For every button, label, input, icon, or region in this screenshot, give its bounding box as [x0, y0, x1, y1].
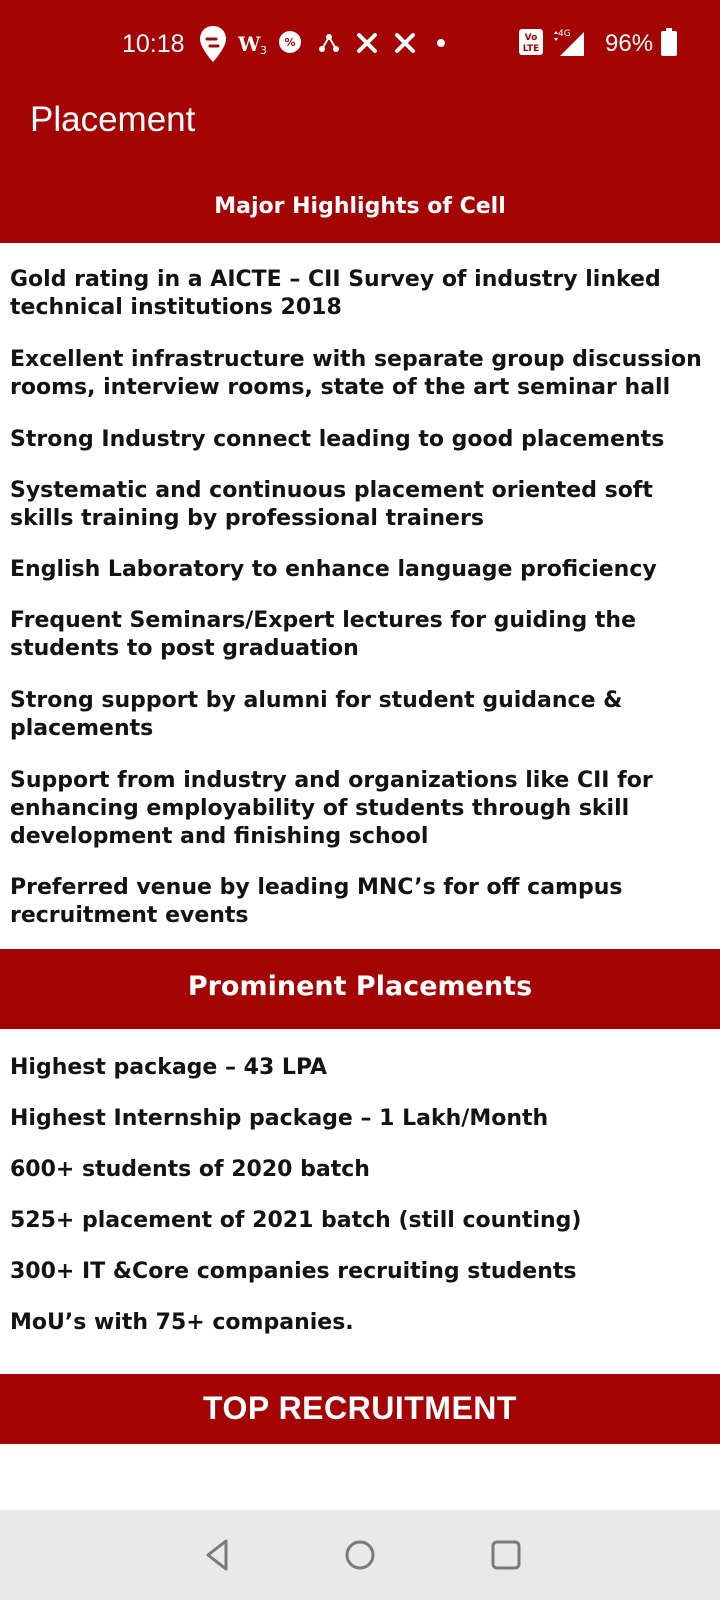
list-item: MoU’s with 75+ companies.	[10, 1310, 354, 1335]
tripod-icon	[318, 32, 340, 54]
x-icon	[394, 32, 416, 54]
svg-text:%: %	[284, 36, 296, 49]
svg-text:Vo: Vo	[524, 33, 538, 43]
home-icon[interactable]	[340, 1535, 380, 1575]
swiggy-icon	[198, 24, 228, 64]
list-item: Frequent Seminars/Expert lectures for guiding the students to post graduation	[10, 608, 637, 661]
page-title: Placement	[30, 100, 196, 139]
list-item: Systematic and continuous placement oriented soft skills training by professional trainers	[10, 478, 653, 531]
app-header	[0, 0, 720, 243]
prominent-placements-heading: Prominent Placements	[187, 971, 533, 1002]
svg-text:W: W	[238, 32, 261, 56]
list-item: Highest package – 43 LPA	[10, 1055, 328, 1080]
back-icon[interactable]	[198, 1535, 238, 1575]
battery-icon	[661, 28, 677, 56]
recents-icon[interactable]	[486, 1535, 526, 1575]
top-recruitment-banner	[0, 1374, 720, 1444]
list-item: 600+ students of 2020 batch	[10, 1157, 370, 1182]
svg-text:LTE: LTE	[522, 44, 540, 54]
list-item: Strong support by alumni for student guidance & placements	[10, 688, 623, 741]
volte-icon	[518, 28, 544, 56]
list-item: 300+ IT &Core companies recruiting students	[10, 1259, 577, 1284]
list-item: Highest Internship package – 1 Lakh/Month	[10, 1106, 549, 1131]
wynk-icon	[238, 30, 270, 58]
list-item: Excellent infrastructure with separate group discussion rooms, interview rooms, state of the art seminar hall	[10, 347, 702, 400]
list-item: Gold rating in a AICTE – CII Survey of industry linked technical institutions 2018	[10, 267, 661, 320]
highlights-heading: Major Highlights of Cell	[214, 194, 506, 219]
svg-text:4G: 4G	[558, 29, 571, 39]
signal-4g-icon	[550, 26, 586, 58]
svg-text:3: 3	[260, 44, 267, 57]
battery-percentage: 96%	[605, 30, 654, 57]
x-icon	[356, 32, 378, 54]
system-navigation-bar	[0, 1510, 720, 1600]
more-notifications-dot-icon	[436, 38, 446, 48]
list-item: Preferred venue by leading MNC’s for off campus recruitment events	[10, 875, 623, 928]
top-recruitment-heading: TOP RECRUITMENT	[203, 1390, 517, 1426]
prominent-placements-banner	[0, 949, 720, 1029]
list-item: Support from industry and organizations like CII for enhancing employability of students through skill development and finishing school	[10, 768, 653, 849]
list-item: Strong Industry connect leading to good placements	[10, 427, 665, 452]
status-bar	[0, 18, 720, 74]
discount-icon	[278, 30, 302, 54]
list-item: English Laboratory to enhance language proficiency	[10, 557, 657, 582]
status-time: 10:18	[122, 30, 185, 58]
list-item: 525+ placement of 2021 batch (still counting)	[10, 1208, 582, 1233]
